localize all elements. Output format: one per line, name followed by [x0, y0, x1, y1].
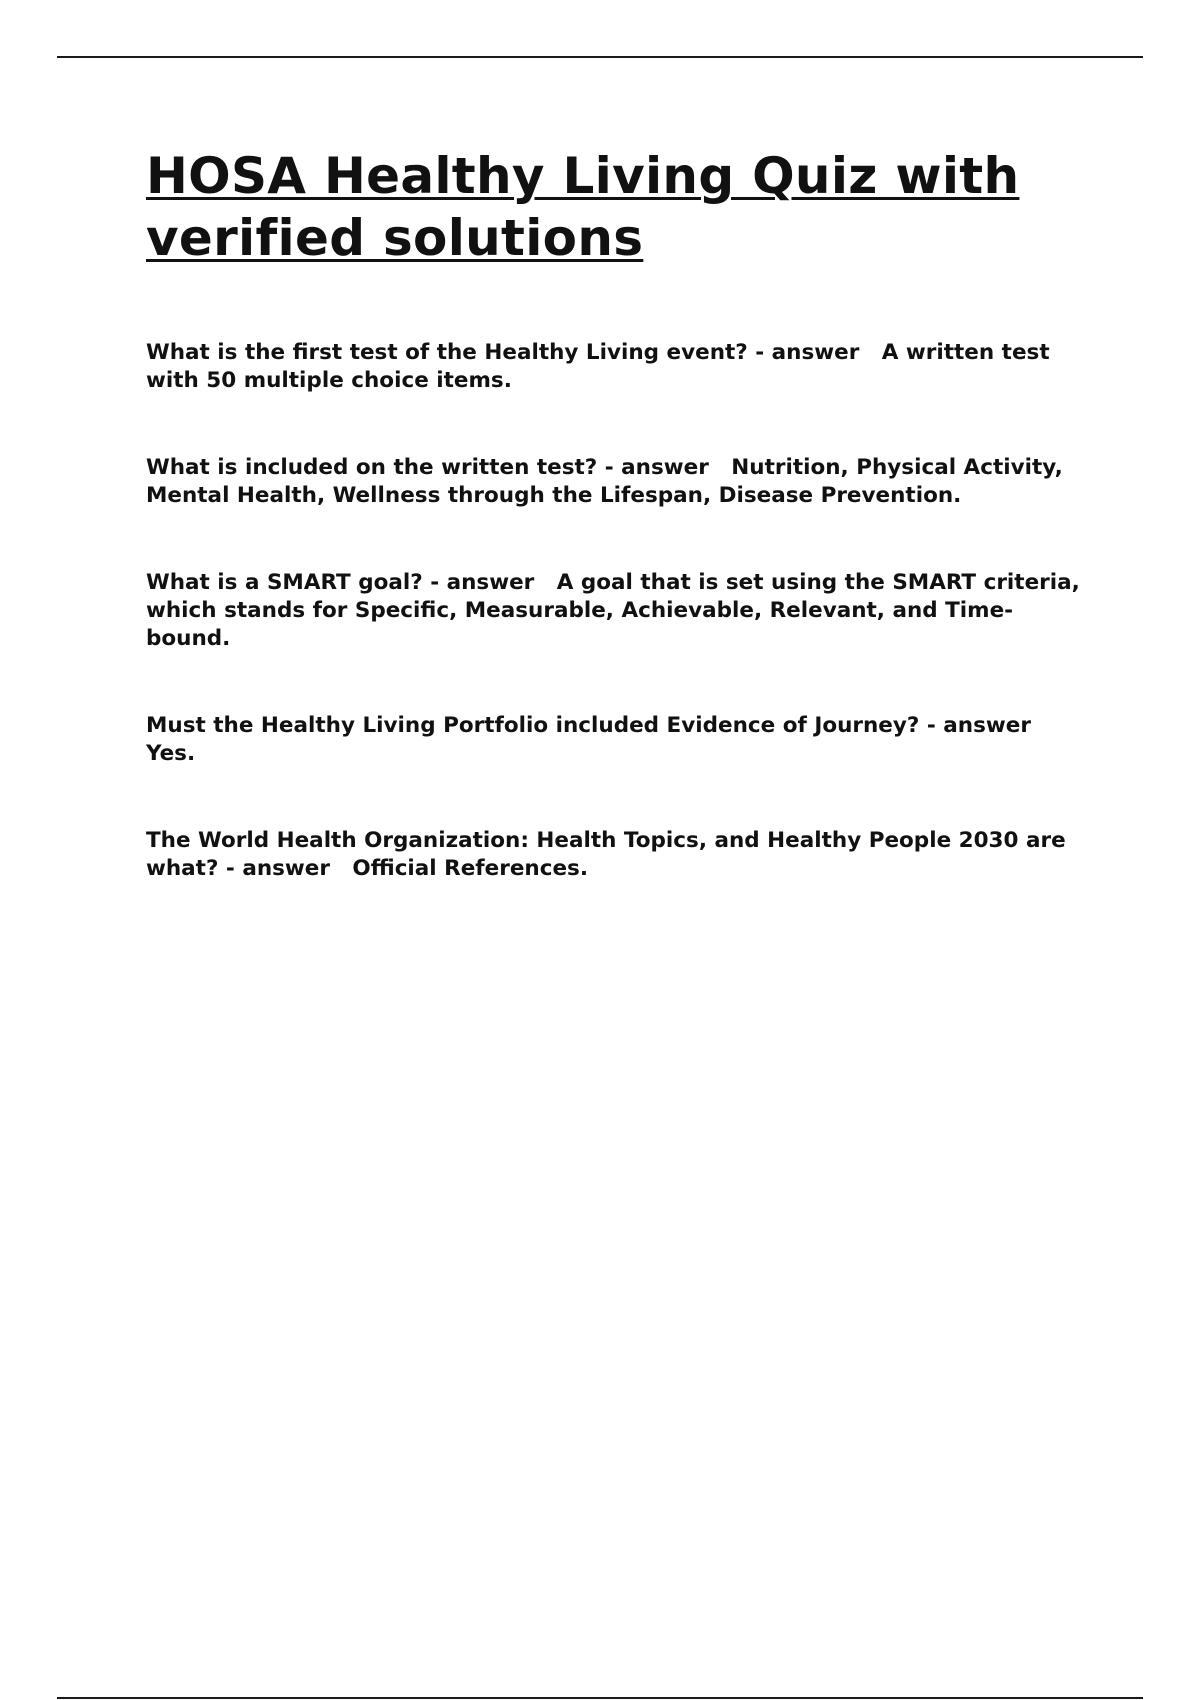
qa-item: The World Health Organization: Health Topics, and Healthy People 2030 are what? - answer Official References. — [146, 828, 1074, 881]
qa-item: What is included on the written test? - answer Nutrition, Physical Activity, Mental Health, Wellness through the Lifespan, Disease Prevention. — [146, 455, 1071, 508]
document-title: HOSA Healthy Living Quiz with verified solutions — [146, 147, 1020, 267]
qa-list — [146, 339, 1091, 883]
qa-item: What is a SMART goal? - answer A goal that is set using the SMART criteria, which stands for Specific, Measurable, Achievable, Relevant, and Time-bound. — [146, 570, 1088, 651]
footer-rule — [57, 1697, 1143, 1699]
header-rule — [57, 56, 1143, 58]
document-body — [146, 145, 1091, 942]
qa-item: Must the Healthy Living Portfolio included Evidence of Journey? - answer Yes. — [146, 713, 1054, 766]
qa-item: What is the first test of the Healthy Living event? - answer A written test with 50 multiple choice items. — [146, 340, 1058, 393]
